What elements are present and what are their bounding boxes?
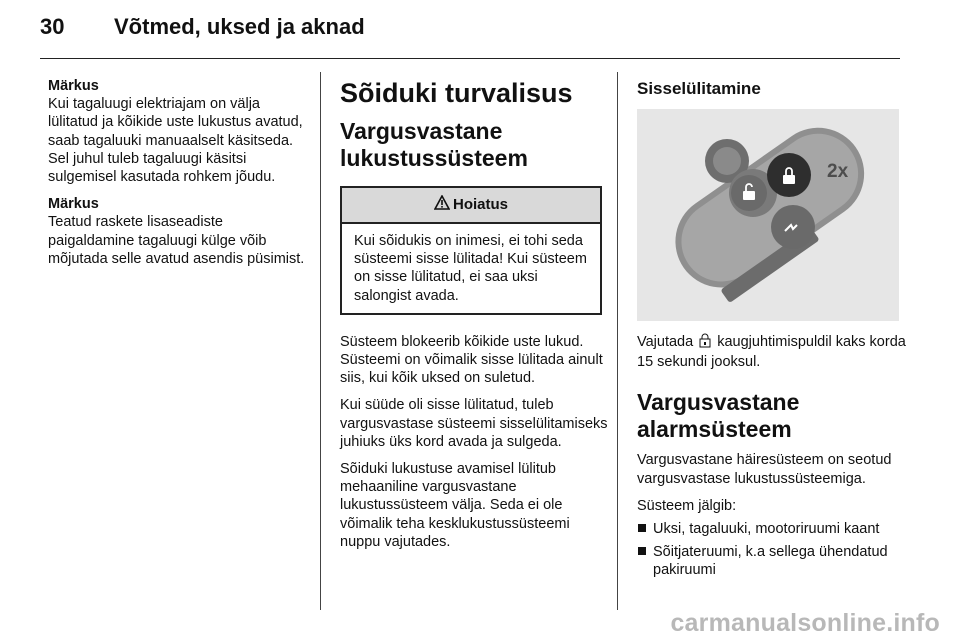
column-divider-left	[320, 72, 321, 610]
lock-icon	[699, 333, 711, 353]
note-title: Märkus	[48, 196, 99, 213]
column-divider-right	[617, 72, 618, 610]
note-text: Kui tagaluugi elektriajam on välja lülitatud ja kõikide uste lukustus avatud, saab tagaluuki manuaalselt käsitseda. Sel juhul tuleb tagaluugi käsitsi sulgemisel kasutada rohkem jõudu.	[48, 96, 303, 186]
warning-box	[340, 186, 602, 315]
list-item	[637, 520, 907, 538]
figure-label: 2x	[827, 161, 849, 182]
monitor-label: Süsteem jälgib:	[637, 497, 737, 514]
remote-key-illustration	[637, 109, 899, 321]
note-text: Teatud raskete lisaseadiste paigaldamine tagaluugi külge võib mõjutada selle avatud asendis püsimist.	[48, 214, 305, 267]
paragraph: Kui süüde oli sisse lülitatud, tuleb vargusvastase süsteemi sisselülitamiseks juhiuks üks kord avada ja sulgeda.	[340, 397, 608, 450]
note-1	[48, 77, 310, 186]
press-text-before: Vajutada	[637, 334, 698, 350]
alarm-section-title: Vargusvastane alarmsüsteem	[637, 389, 800, 443]
paragraph: Süsteem blokeerib kõikide uste lukud. Süsteemi on võimalik sisse lülitada ainult siis, kui kõik uksed on suletud.	[340, 333, 603, 387]
column-right	[637, 78, 907, 585]
warning-title: Hoiatus	[452, 195, 508, 213]
page-number: 30	[40, 14, 65, 39]
monitor-list	[637, 520, 907, 580]
list-item-text: Sõitjateruumi, k.a sellega ühendatud pakiruumi	[653, 544, 888, 579]
list-item-text: Uksi, tagaluuki, mootoriruumi kaant	[653, 521, 880, 538]
press-instruction	[637, 333, 907, 371]
alarm-intro: Vargusvastane häiresüsteem on seotud vargusvastase lukustussüsteemiga.	[637, 452, 892, 487]
paragraph: Sõiduki lukustuse avamisel lülitub mehaaniline vargusvastane lukustussüsteem välja. Seda ei ole võimalik teha kesklukustussüsteemi nuppu vajutades.	[340, 461, 570, 550]
chapter-title: Võtmed, uksed ja aknad	[114, 14, 365, 39]
header-rule	[40, 58, 900, 59]
bullet-square-icon	[638, 524, 646, 532]
warning-text: Kui sõidukis on inimesi, ei tohi seda süsteemi sisse lülitada! Kui süsteem on sisse lülitatud, ei saa uksi salongist avada.	[354, 233, 587, 304]
column-middle	[340, 78, 610, 560]
note-2	[48, 195, 310, 268]
note-title: Märkus	[48, 78, 99, 94]
press-text-after: kaugjuhtimispuldil kaks korda 15 sekundi jooksul.	[637, 334, 906, 371]
section-title: Sõiduki turvalisus	[340, 78, 573, 108]
warning-header	[342, 188, 600, 224]
subsection-heading: Sisselülitamine	[637, 79, 761, 98]
column-left	[48, 77, 310, 277]
bullet-square-icon	[638, 547, 646, 555]
warning-icon	[434, 195, 450, 215]
list-item	[637, 543, 907, 579]
subsection-title: Vargusvastane lukustussüsteem	[340, 118, 528, 171]
watermark: carmanualsonline.info	[670, 609, 940, 637]
